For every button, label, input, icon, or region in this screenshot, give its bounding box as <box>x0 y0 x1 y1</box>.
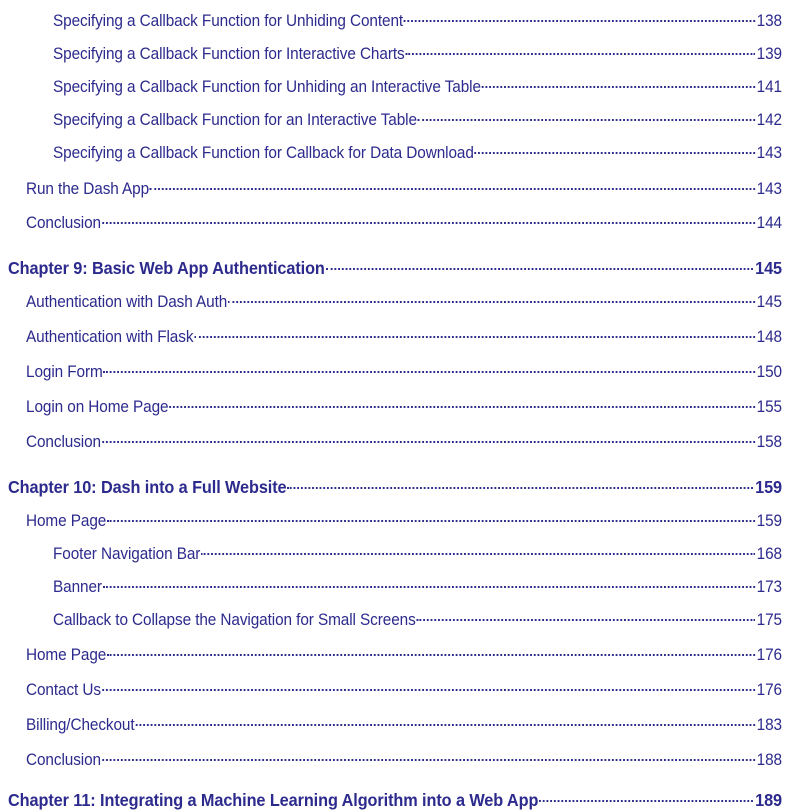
toc-entry-title: Callback to Collapse the Navigation for Small Screens <box>53 611 416 629</box>
dot-leader <box>135 724 754 726</box>
dot-leader <box>102 689 755 691</box>
toc-entry-page: 150 <box>756 363 782 381</box>
toc-entry-title: Conclusion <box>26 433 101 451</box>
toc-entry-page: 139 <box>756 45 782 63</box>
toc-entry-page: 145 <box>755 258 782 278</box>
dot-leader <box>406 53 755 55</box>
dot-leader <box>287 487 753 489</box>
toc-entry[interactable] <box>26 398 782 417</box>
toc-entry-title: Home Page <box>26 646 107 664</box>
dot-leader <box>107 654 755 656</box>
toc-entry-title: Specifying a Callback Function for an Interactive Table <box>53 111 417 129</box>
toc-entry[interactable] <box>26 293 782 312</box>
toc-entry-title: Chapter 11: Integrating a Machine Learning Algorithm into a Web App <box>8 790 539 810</box>
toc-entry-page: 158 <box>756 433 782 451</box>
toc-entry[interactable] <box>26 433 782 452</box>
toc-entry[interactable] <box>26 751 782 770</box>
dot-leader <box>326 268 754 270</box>
toc-entry-title: Banner <box>53 578 102 596</box>
dot-leader <box>475 152 755 154</box>
toc-entry-title: Login Form <box>26 363 103 381</box>
toc-entry-page: 142 <box>756 111 782 129</box>
toc-entry-page: 188 <box>756 751 782 769</box>
dot-leader <box>194 336 754 338</box>
toc-entry-title: Footer Navigation Bar <box>53 545 201 563</box>
toc-entry-title: Specifying a Callback Function for Callback for Data Download <box>53 144 474 162</box>
toc-entry-title: Home Page <box>26 512 107 530</box>
toc-entry-page: 183 <box>756 716 782 734</box>
toc-entry-page: 159 <box>756 512 782 530</box>
toc-entry[interactable] <box>53 12 782 31</box>
toc-entry[interactable] <box>53 611 782 630</box>
dot-leader <box>228 301 755 303</box>
toc-entry-page: 173 <box>756 578 782 596</box>
dot-leader <box>107 520 755 522</box>
dot-leader <box>150 188 755 190</box>
toc-entry-page: 148 <box>756 328 782 346</box>
toc-entry[interactable] <box>26 180 782 199</box>
dot-leader <box>103 586 755 588</box>
toc-entry[interactable] <box>53 111 782 130</box>
toc-entry[interactable] <box>26 328 782 347</box>
toc-chapter-heading[interactable] <box>8 790 782 811</box>
toc-entry[interactable] <box>53 144 782 163</box>
toc-entry-title: Specifying a Callback Function for Interactive Charts <box>53 45 405 63</box>
toc-entry[interactable] <box>26 363 782 382</box>
toc-entry-title: Conclusion <box>26 751 101 769</box>
toc-entry[interactable] <box>53 545 782 564</box>
dot-leader <box>201 553 755 555</box>
toc-entry-title: Specifying a Callback Function for Unhiding Content <box>53 12 404 30</box>
toc-entry-page: 141 <box>756 78 782 96</box>
toc-entry[interactable] <box>26 512 782 531</box>
toc-entry[interactable] <box>53 578 782 597</box>
dot-leader <box>539 800 753 802</box>
toc-entry-page: 138 <box>756 12 782 30</box>
toc-entry-title: Billing/Checkout <box>26 716 135 734</box>
toc-chapter-heading[interactable] <box>8 258 782 279</box>
dot-leader <box>169 406 754 408</box>
toc-entry-page: 144 <box>756 214 782 232</box>
toc-entry[interactable] <box>26 646 782 665</box>
toc-entry-title: Authentication with Dash Auth <box>26 293 228 311</box>
toc-chapter-heading[interactable] <box>8 477 782 498</box>
dot-leader <box>418 119 755 121</box>
toc-entry-title: Authentication with Flask <box>26 328 194 346</box>
toc-entry[interactable] <box>26 681 782 700</box>
dot-leader <box>417 619 755 621</box>
toc-entry-page: 159 <box>755 477 782 497</box>
toc-entry-page: 145 <box>756 293 782 311</box>
toc-entry-page: 176 <box>756 681 782 699</box>
toc-entry-page: 143 <box>756 144 782 162</box>
toc-entry-title: Login on Home Page <box>26 398 169 416</box>
toc-entry-page: 176 <box>756 646 782 664</box>
toc-entry-page: 189 <box>755 790 782 810</box>
dot-leader <box>104 371 755 373</box>
toc-entry[interactable] <box>53 45 782 64</box>
toc-entry-title: Contact Us <box>26 681 101 699</box>
toc-entry-page: 175 <box>756 611 782 629</box>
dot-leader <box>102 759 755 761</box>
toc-entry[interactable] <box>26 214 782 233</box>
toc-entry-title: Conclusion <box>26 214 101 232</box>
toc-entry-page: 155 <box>756 398 782 416</box>
toc-entry-title: Chapter 9: Basic Web App Authentication <box>8 258 325 278</box>
toc-entry-title: Chapter 10: Dash into a Full Website <box>8 477 287 497</box>
toc-entry-page: 143 <box>756 180 782 198</box>
toc-entry[interactable] <box>26 716 782 735</box>
toc-entry-page: 168 <box>756 545 782 563</box>
toc-entry-title: Specifying a Callback Function for Unhiding an Interactive Table <box>53 78 481 96</box>
dot-leader <box>404 20 755 22</box>
toc-entry[interactable] <box>53 78 782 97</box>
toc-entry-title: Run the Dash App <box>26 180 150 198</box>
dot-leader <box>102 441 755 443</box>
dot-leader <box>482 86 755 88</box>
dot-leader <box>102 222 755 224</box>
